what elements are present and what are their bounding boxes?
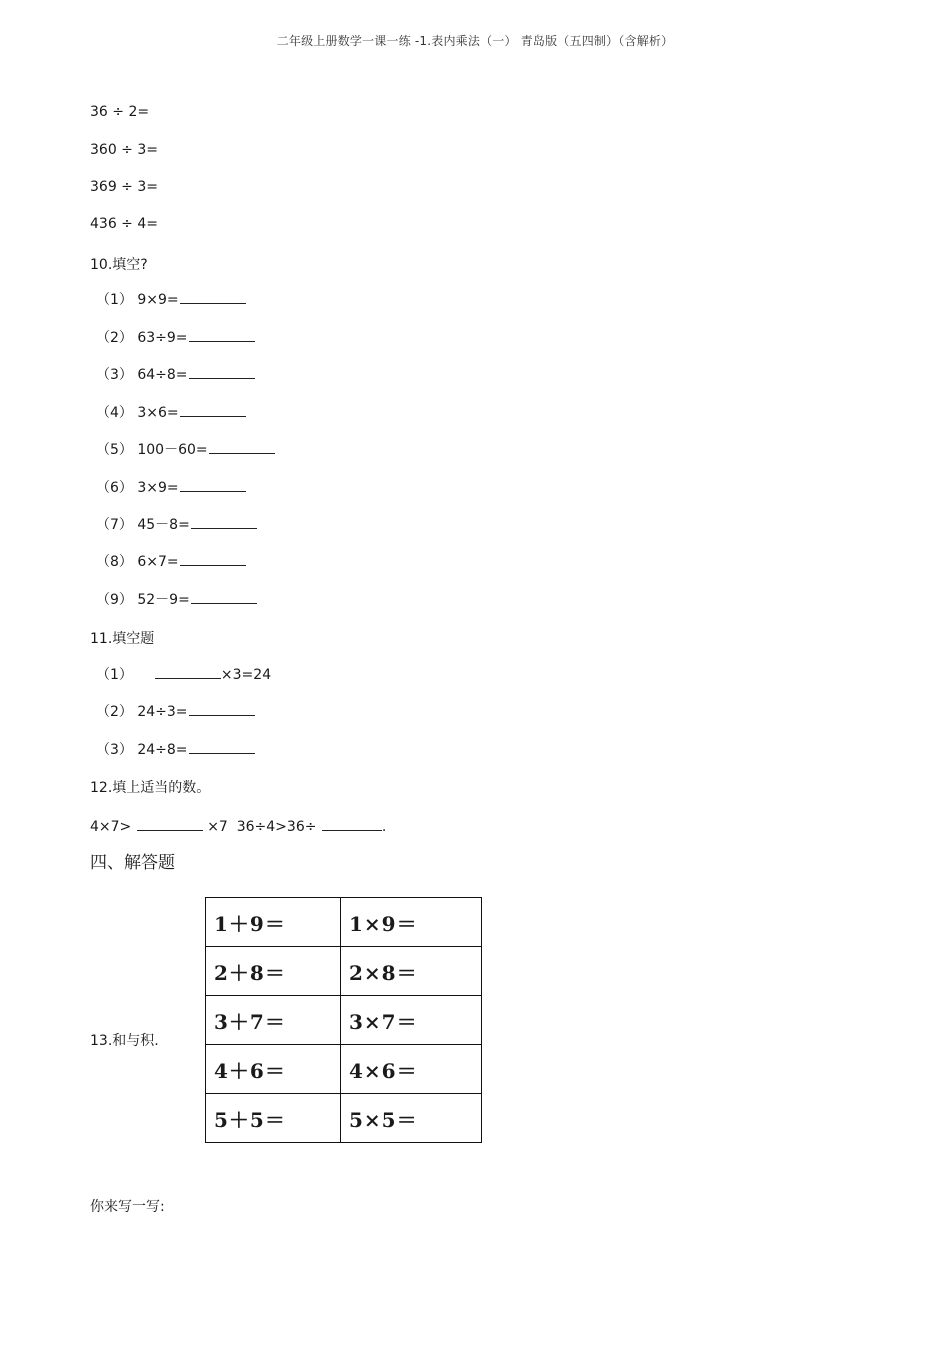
sum-cell: 1＋9＝ xyxy=(206,898,341,947)
answer-blank[interactable] xyxy=(209,439,275,454)
q11-item-1-prefix: （1） xyxy=(96,667,133,683)
q10-item-7 xyxy=(96,514,257,534)
q10-item-8-text: （8） 6×7= xyxy=(96,554,179,570)
product-cell: 5×5＝ xyxy=(341,1094,482,1143)
q10-item-9 xyxy=(96,589,257,609)
answer-blank[interactable] xyxy=(155,664,221,679)
answer-blank[interactable] xyxy=(191,589,257,604)
q10-item-1 xyxy=(96,289,246,309)
table-row xyxy=(206,1045,482,1094)
sum-cell: 5＋5＝ xyxy=(206,1094,341,1143)
sum-cell: 3＋7＝ xyxy=(206,996,341,1045)
table-row xyxy=(206,1094,482,1143)
q10-item-6 xyxy=(96,477,246,497)
product-cell: 4×6＝ xyxy=(341,1045,482,1094)
q10-item-4 xyxy=(96,402,246,422)
q10-item-9-text: （9） 52－9= xyxy=(96,592,190,608)
section-heading: 四、解答题 xyxy=(90,853,175,873)
answer-blank[interactable] xyxy=(137,816,203,831)
division-line-1: 36 ÷ 2= xyxy=(90,104,150,120)
answer-blank[interactable] xyxy=(189,739,255,754)
product-cell: 2×8＝ xyxy=(341,947,482,996)
q12-part2: ×7 xyxy=(207,819,228,835)
page-header: 二年级上册数学一课一练 -1.表内乘法（一） 青岛版（五四制）（含解析） xyxy=(276,34,674,48)
answer-blank[interactable] xyxy=(189,701,255,716)
write-prompt: 你来写一写: xyxy=(90,1199,165,1215)
division-line-3: 369 ÷ 3= xyxy=(90,179,158,195)
table-row xyxy=(206,947,482,996)
sum-cell: 4＋6＝ xyxy=(206,1045,341,1094)
product-cell: 1×9＝ xyxy=(341,898,482,947)
q11-item-3-text: （3） 24÷8= xyxy=(96,742,188,758)
answer-blank[interactable] xyxy=(180,477,246,492)
q12-part3: 36÷4>36÷ xyxy=(236,819,317,835)
answer-blank[interactable] xyxy=(189,364,255,379)
sum-cell: 2＋8＝ xyxy=(206,947,341,996)
answer-blank[interactable] xyxy=(180,402,246,417)
q10-item-2-text: （2） 63÷9= xyxy=(96,330,188,346)
q11-item-1 xyxy=(96,664,271,684)
table-row xyxy=(206,996,482,1045)
q10-item-7-text: （7） 45－8= xyxy=(96,517,190,533)
q10-title: 10.填空? xyxy=(90,257,148,273)
answer-blank[interactable] xyxy=(189,327,255,342)
q11-item-3 xyxy=(96,739,255,759)
product-cell: 3×7＝ xyxy=(341,996,482,1045)
q13-label: 13.和与积. xyxy=(90,1033,159,1049)
q10-item-5-text: （5） 100－60= xyxy=(96,442,208,458)
q12-part1: 4×7> xyxy=(90,819,132,835)
q11-item-2-text: （2） 24÷3= xyxy=(96,704,188,720)
q10-item-8 xyxy=(96,551,246,571)
answer-blank[interactable] xyxy=(191,514,257,529)
q12-body xyxy=(90,816,386,835)
answer-blank[interactable] xyxy=(180,551,246,566)
sum-product-table xyxy=(205,897,482,1143)
q11-item-2 xyxy=(96,701,255,721)
q10-item-1-text: （1） 9×9= xyxy=(96,292,179,308)
table-row xyxy=(206,898,482,947)
answer-blank[interactable] xyxy=(180,289,246,304)
division-line-4: 436 ÷ 4= xyxy=(90,216,158,232)
q10-item-4-text: （4） 3×6= xyxy=(96,405,179,421)
answer-blank[interactable] xyxy=(322,816,382,831)
q11-item-1-suffix: ×3=24 xyxy=(220,667,272,683)
q10-item-3-text: （3） 64÷8= xyxy=(96,367,188,383)
q10-item-3 xyxy=(96,364,255,384)
division-line-2: 360 ÷ 3= xyxy=(90,142,158,158)
q11-title: 11.填空题 xyxy=(90,631,155,647)
q10-item-5 xyxy=(96,439,275,459)
q12-title: 12.填上适当的数。 xyxy=(90,780,211,796)
q10-item-6-text: （6） 3×9= xyxy=(96,480,179,496)
q12-end: . xyxy=(381,819,387,835)
q10-item-2 xyxy=(96,327,255,347)
